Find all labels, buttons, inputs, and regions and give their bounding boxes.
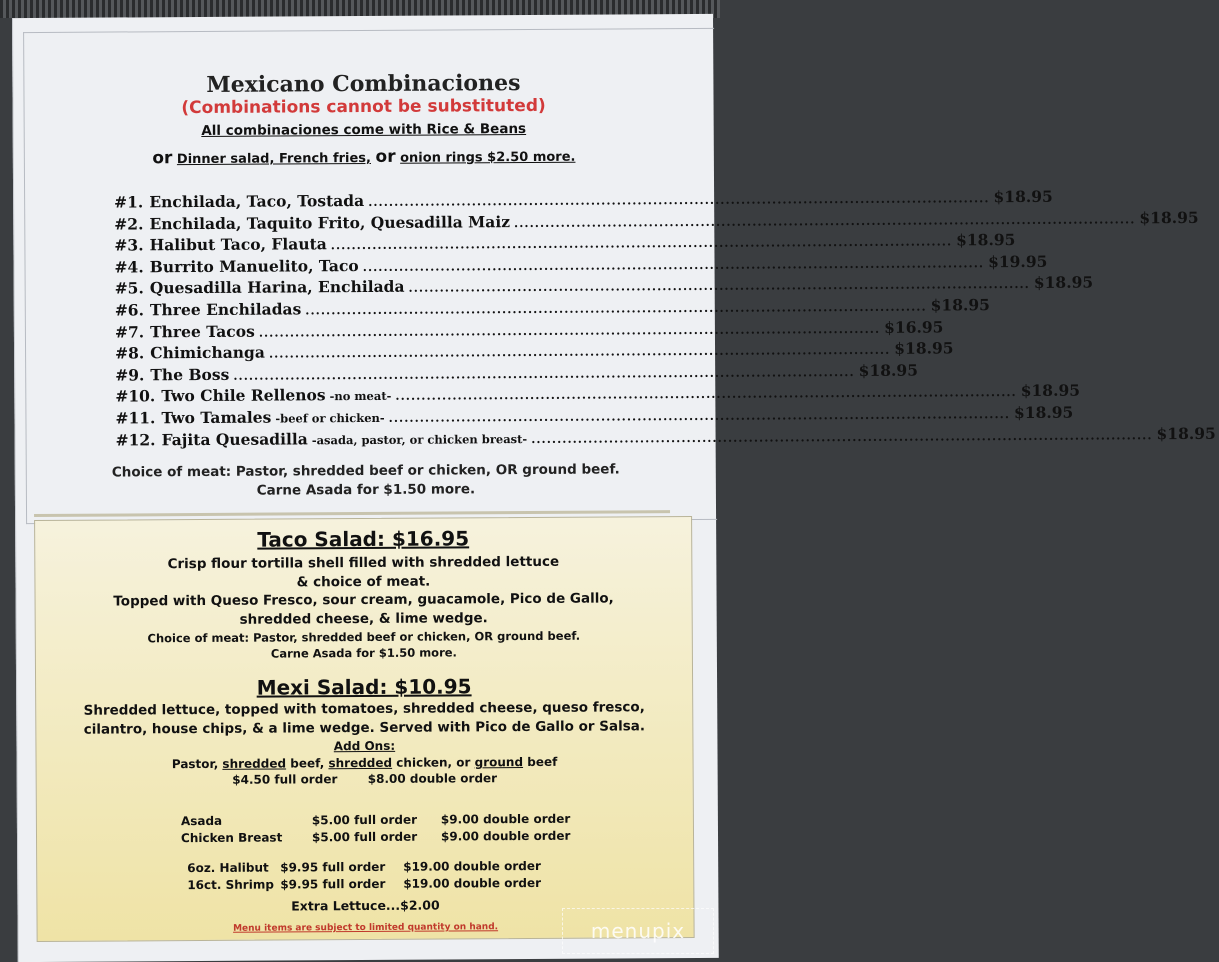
- price-item: Chicken Breast: [180, 830, 283, 845]
- leader-dots: ........................................................................................................................: [268, 342, 891, 361]
- combo-price: $18.95: [1033, 272, 1094, 293]
- addon-word: beef: [527, 754, 558, 770]
- leader-dots: ........................................................................................................................: [233, 364, 855, 383]
- combo-price: $16.95: [884, 317, 944, 337]
- price-double: $19.00 double order: [403, 858, 541, 874]
- combo-name: Burrito Manuelito, Taco: [149, 255, 359, 277]
- leader-dots: ........................................................................................................................: [408, 277, 1030, 296]
- combo-price: $18.95: [1020, 380, 1081, 401]
- combo-number: #7.: [114, 321, 145, 342]
- side-options-note: [14, 145, 714, 169]
- combo-name: Quesadilla Harina, Enchilada: [149, 277, 405, 298]
- price-item: 6oz. Halibut: [187, 860, 269, 876]
- desc-line: cilantro, house chips, & a lime wedge. Served with Pico de Gallo or Salsa.: [83, 717, 646, 738]
- desc-line: & choice of meat.: [296, 573, 431, 590]
- combo-number: #5.: [114, 278, 144, 298]
- side-options-text: onion rings $2.50 more.: [400, 149, 576, 166]
- price-full: $5.00 full order: [311, 812, 418, 828]
- combo-price: $18.95: [894, 338, 954, 358]
- desc-line: Carne Asada for $1.50 more.: [270, 644, 457, 661]
- leader-dots: ........................................................................................................................: [330, 234, 953, 253]
- combo-number: #10.: [115, 386, 156, 406]
- desc-line: Shredded lettuce, topped with tomatoes, shredded cheese, queso fresco,: [83, 699, 645, 719]
- price-full: $9.95 full order: [280, 859, 386, 875]
- combo-number: #1.: [114, 192, 144, 212]
- menu-title: Mexicano Combinaciones: [206, 70, 521, 98]
- combo-number: #6.: [114, 300, 145, 320]
- addon-price-table: [181, 811, 571, 846]
- combo-name: Fajita Quesadilla: [161, 428, 308, 449]
- salad-section: [34, 516, 695, 942]
- price-row: [187, 874, 541, 893]
- taco-salad-desc: [35, 552, 691, 630]
- meat-choice-line: Choice of meat: Pastor, shredded beef or chicken, OR ground beef.: [111, 461, 620, 481]
- combo-price: $18.95: [993, 186, 1053, 207]
- combo-note: -no meat-: [329, 389, 392, 404]
- leader-dots: ........................................................................................................................: [388, 406, 1011, 425]
- combo-name: Chimichanga: [150, 342, 265, 363]
- combination-list: [114, 186, 1216, 452]
- desc-line: Topped with Queso Fresco, sour cream, guacamole, Pico de Gallo,: [113, 590, 614, 610]
- price-item: Asada: [180, 813, 223, 829]
- taco-salad-title: Taco Salad: $16.95: [257, 526, 470, 552]
- combo-number: #11.: [115, 408, 156, 428]
- side-options-text: Dinner salad, French fries,: [176, 150, 372, 168]
- leader-dots: ........................................................................................................................: [531, 427, 1153, 446]
- rice-beans-note: All combinaciones come with Rice & Beans: [201, 121, 527, 139]
- mexi-salad-desc: [36, 698, 692, 739]
- disclaimer: Menu items are subject to limited quantity on hand.: [233, 922, 499, 934]
- leader-dots: ........................................................................................................................: [395, 385, 1017, 404]
- or-word: or: [152, 148, 173, 169]
- extra-lettuce: Extra Lettuce...$2.00: [291, 897, 440, 914]
- watermark-logo: menupix: [562, 908, 714, 954]
- combo-price: $18.95: [930, 295, 990, 315]
- addon-word: beef,: [290, 756, 325, 771]
- desc-line: shredded cheese, & lime wedge.: [239, 609, 488, 628]
- desc-line: Crisp flour tortilla shell filled with shredded lettuce: [167, 553, 560, 573]
- addon-word: shredded: [222, 756, 287, 771]
- combo-number: #3.: [114, 235, 144, 255]
- menu-subtitle: (Combinations cannot be substituted): [181, 95, 546, 119]
- combo-note: -beef or chicken-: [275, 410, 385, 426]
- combo-price: $19.95: [987, 251, 1048, 271]
- add-ons-prices: [37, 769, 693, 789]
- price-double: $19.00 double order: [403, 875, 542, 891]
- combo-price: $18.95: [956, 230, 1016, 250]
- combo-number: #4.: [114, 257, 144, 277]
- combo-price: $18.95: [858, 360, 919, 380]
- addon-word: chicken, or: [396, 755, 471, 770]
- combo-note: -asada, pastor, or chicken breast-: [311, 431, 528, 447]
- price-item: 16ct. Shrimp: [187, 877, 274, 892]
- addon-word: shredded: [328, 755, 393, 771]
- combo-price: $18.95: [1139, 207, 1199, 227]
- mexi-salad-title: Mexi Salad: $10.95: [256, 674, 472, 700]
- combo-name: Halibut Taco, Flauta: [149, 234, 327, 255]
- price-row: [181, 827, 570, 846]
- taco-salad-meat-note: [36, 628, 692, 663]
- price-full: $9.95 full order: [280, 876, 386, 892]
- addon-word: ground: [474, 755, 524, 770]
- combo-number: #2.: [114, 213, 144, 234]
- combo-name: Three Tacos: [150, 321, 255, 341]
- price-double: $9.00 double order: [440, 811, 571, 827]
- carne-asada-line: Carne Asada for $1.50 more.: [256, 481, 476, 499]
- menu-page: [12, 14, 1216, 962]
- leader-dots: ........................................................................................................................: [258, 321, 881, 340]
- or-word: or: [375, 146, 396, 167]
- combo-name: Enchilada, Taco, Tostada: [149, 190, 365, 212]
- addon-double-price: $8.00 double order: [367, 771, 498, 786]
- desc-line: Choice of meat: Pastor, shredded beef or chicken, OR ground beef.: [147, 628, 581, 646]
- leader-dots: ........................................................................................................................: [368, 191, 990, 209]
- meat-choice-note: [16, 460, 716, 502]
- addon-full-price: $4.50 full order: [232, 772, 338, 787]
- combo-name: Three Enchiladas: [149, 299, 302, 320]
- leader-dots: ........................................................................................................................: [362, 255, 985, 274]
- combo-name: Two Tamales: [161, 407, 272, 428]
- leader-dots: ........................................................................................................................: [513, 211, 1136, 230]
- combo-name: Enchilada, Taquito Frito, Quesadilla Maiz: [149, 211, 511, 233]
- leader-dots: ........................................................................................................................: [305, 299, 927, 318]
- price-double: $9.00 double order: [440, 828, 571, 844]
- combo-name: The Boss: [150, 364, 230, 385]
- combo-name: Two Chile Rellenos: [161, 385, 326, 406]
- combo-row: [115, 423, 1216, 452]
- seafood-price-table: [187, 858, 541, 893]
- combo-price: $18.95: [1013, 402, 1074, 422]
- add-ons-label: Add Ons:: [333, 738, 396, 754]
- price-full: $5.00 full order: [311, 829, 418, 844]
- addon-word: Pastor,: [171, 756, 219, 772]
- combo-number: #8.: [114, 343, 145, 363]
- combo-price: $18.95: [1156, 423, 1216, 443]
- combo-number: #12.: [115, 429, 156, 450]
- combo-number: #9.: [115, 365, 145, 385]
